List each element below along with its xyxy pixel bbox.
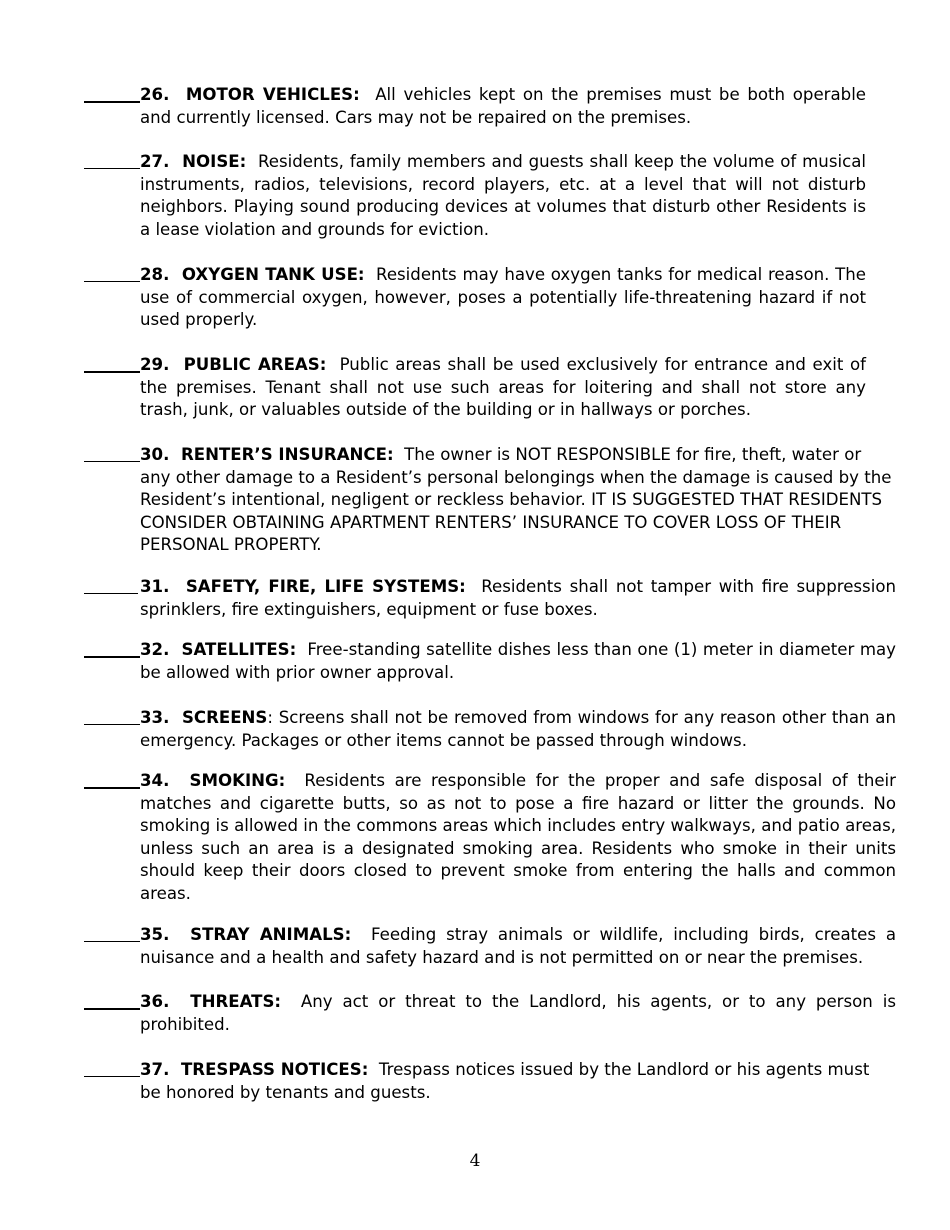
rule-37 [84, 1059, 884, 1104]
initial-blank[interactable] [84, 724, 140, 725]
initial-blank[interactable] [84, 281, 140, 282]
rule-number: 30. [140, 445, 170, 464]
rule-title: OXYGEN TANK USE: [181, 265, 365, 284]
rule-title: MOTOR VEHICLES: [185, 85, 360, 104]
rule-body: Residents shall not tamper with fire suppression sprinklers, fire extinguishers, equipment or fuse boxes. [140, 577, 896, 619]
initial-blank[interactable] [84, 1076, 140, 1077]
rule-title: SATELLITES: [181, 640, 297, 659]
rule-29 [84, 354, 866, 422]
rule-title: SAFETY, FIRE, LIFE SYSTEMS: [185, 577, 466, 596]
rule-number: 34. [140, 771, 170, 790]
rule-title: PUBLIC AREAS: [183, 355, 327, 374]
rule-number: 26. [140, 85, 170, 104]
rule-body: Public areas shall be used exclusively for entrance and exit of the premises. Tenant shall not use such areas for loitering and shall not store any trash, junk, or valuables outside of the building or in hallways or porches. [140, 355, 866, 420]
rule-body: Feeding stray animals or wildlife, including birds, creates a nuisance and a health and safety hazard and is not permitted on or near the premises. [140, 925, 897, 967]
rule-title: SMOKING: [189, 771, 286, 790]
rule-text [140, 707, 896, 752]
rule-text [140, 84, 866, 129]
rule-body: Trespass notices issued by the Landlord or his agents must be honored by tenants and guests. [140, 1060, 870, 1102]
rule-number: 33. [140, 708, 170, 727]
rule-body: All vehicles kept on the premises must be both operable and currently licensed. Cars may not be repaired on the premises. [140, 85, 867, 127]
rule-body: : Screens shall not be removed from windows for any reason other than an emergency. Packages or other items cannot be passed through windows. [140, 708, 896, 750]
rule-27 [84, 151, 866, 241]
rule-35 [84, 924, 896, 969]
rule-32 [84, 639, 896, 684]
rule-text [140, 576, 896, 621]
rule-number: 35. [140, 925, 170, 944]
rule-number: 36. [140, 992, 170, 1011]
rule-body: Free-standing satellite dishes less than one (1) meter in diameter may be allowed with prior owner approval. [140, 640, 896, 682]
initial-blank[interactable] [84, 461, 140, 462]
rule-text [140, 770, 896, 906]
page-number: 4 [469, 1151, 481, 1171]
initial-blank[interactable] [84, 593, 138, 594]
initial-blank[interactable] [84, 941, 140, 942]
rule-28 [84, 264, 866, 332]
rule-text [140, 264, 866, 332]
rule-title: STRAY ANIMALS: [190, 925, 352, 944]
rule-text [140, 354, 866, 422]
rule-body: The owner is NOT RESPONSIBLE for fire, theft, water or any other damage to a Resident’s personal belongings when the damage is caused by the Resident’s intentional, negligent or reckless behavior. IT IS SUGGESTED THAT RESIDENTS CONSIDER OBTAINING APARTMENT RENTERS’ INSURANCE TO COVER LOSS OF THEIR PERSONAL PROPERTY. [140, 445, 892, 555]
rule-36 [84, 991, 896, 1036]
rule-text [140, 1059, 884, 1104]
initial-blank[interactable] [84, 371, 140, 373]
rule-text [140, 991, 896, 1036]
rule-33 [84, 707, 896, 752]
rule-31 [84, 576, 896, 621]
initial-blank[interactable] [84, 656, 140, 658]
rule-number: 29. [140, 355, 170, 374]
rule-text [140, 639, 896, 684]
rule-26 [84, 84, 866, 129]
rule-title: SCREENS [181, 708, 268, 727]
rule-body: Residents may have oxygen tanks for medical reason. The use of commercial oxygen, however, poses a potentially life-threatening hazard if not used properly. [140, 265, 866, 330]
initial-blank[interactable] [84, 1008, 140, 1010]
rule-body: Any act or threat to the Landlord, his agents, or to any person is prohibited. [140, 992, 896, 1034]
rule-text [140, 924, 896, 969]
initial-blank[interactable] [84, 168, 140, 169]
rule-30 [84, 444, 896, 557]
rule-title: THREATS: [190, 992, 282, 1011]
rule-title: NOISE: [182, 152, 247, 171]
rule-number: 37. [140, 1060, 170, 1079]
rule-number: 28. [140, 265, 170, 284]
initial-blank[interactable] [84, 787, 140, 789]
rule-title: RENTER’S INSURANCE: [180, 445, 394, 464]
rule-title: TRESPASS NOTICES: [180, 1060, 369, 1079]
rule-text [140, 151, 866, 241]
rule-number: 27. [140, 152, 170, 171]
rule-34 [84, 770, 896, 906]
rule-text [140, 444, 896, 557]
rule-number: 31. [140, 577, 170, 596]
rule-number: 32. [140, 640, 170, 659]
rule-body: Residents are responsible for the proper and safe disposal of their matches and cigarette butts, so as not to pose a fire hazard or litter the grounds. No smoking is allowed in the commons areas which includes entry walkways, and patio areas, unless such an area is a designated smoking area. Residents who smoke in their units should keep their doors closed to prevent smoke from entering the halls and common areas. [140, 771, 896, 903]
initial-blank[interactable] [84, 101, 140, 103]
rule-body: Residents, family members and guests shall keep the volume of musical instruments, radios, televisions, record players, etc. at a level that will not disturb neighbors. Playing sound producing devices at volumes that disturb other Residents is a lease violation and grounds for eviction. [140, 152, 866, 239]
